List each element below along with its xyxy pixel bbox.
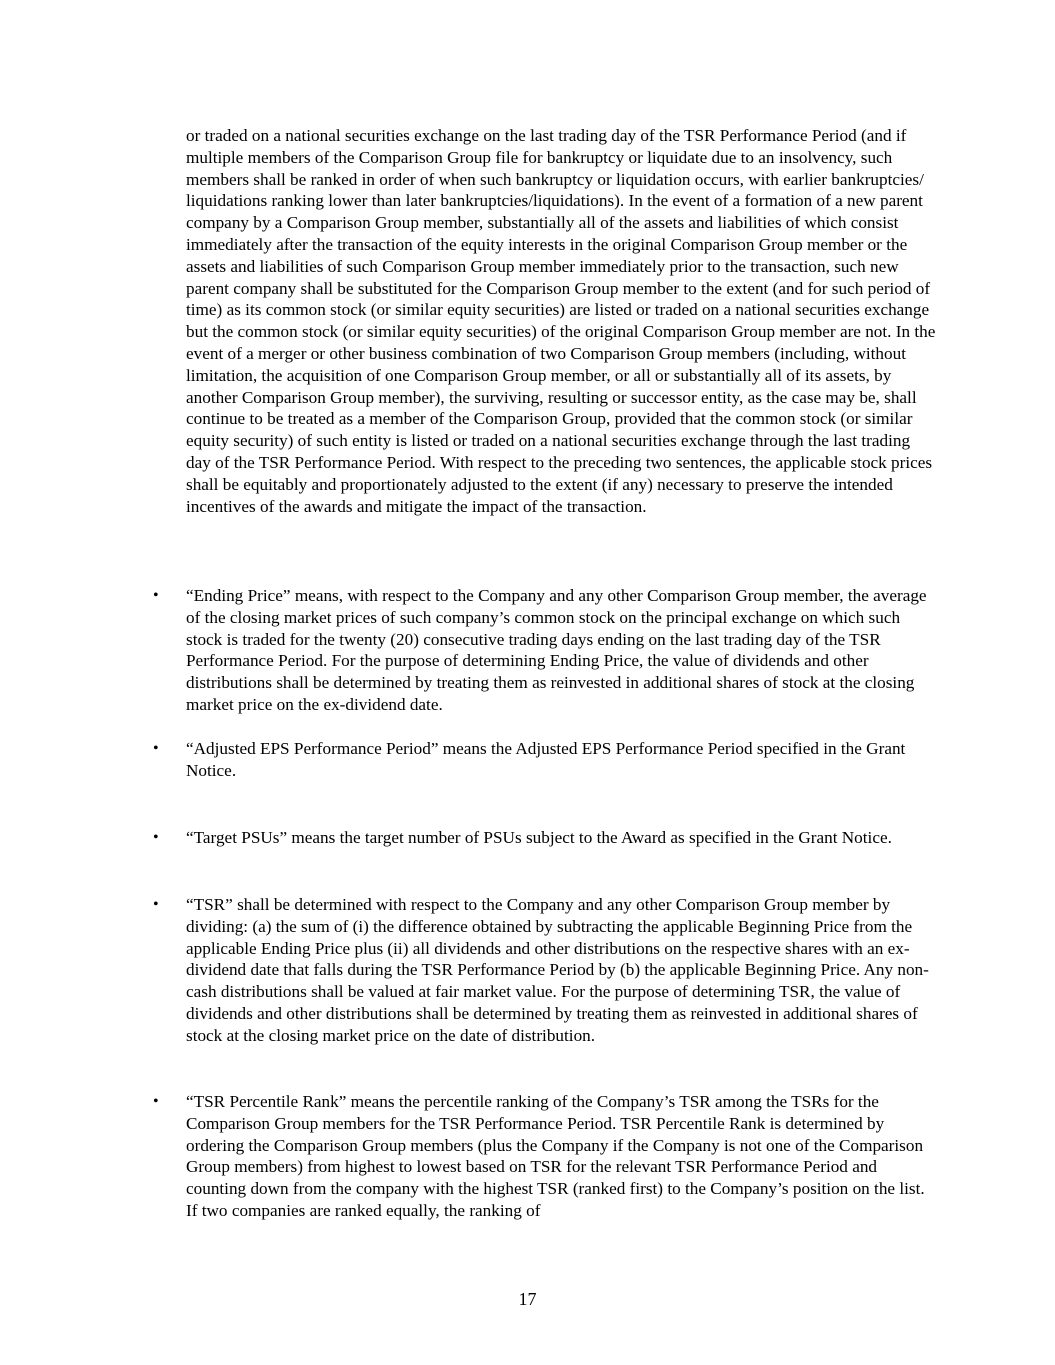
bullet-marker: •: [153, 896, 159, 913]
definition-ending-price: “Ending Price” means, with respect to the Company and any other Comparison Group member, the average of the closing market prices of such company’s common stock on the principal exchange on which such stock is traded for the twenty (20) consecutive trading days ending on the last trading day of the TSR Performance Period. For the purpose of determining Ending Price, the value of dividends and other distributions shall be determined by treating them as reinvested in additional shares of stock at the closing market price on the ex-dividend date.: [186, 586, 927, 714]
definition-target-psus: “Target PSUs” means the target number of PSUs subject to the Award as specified in the Grant Notice.: [186, 828, 892, 847]
page-number: 17: [518, 1289, 537, 1309]
definition-tsr-percentile-rank: “TSR Percentile Rank” means the percentile ranking of the Company’s TSR among the TSRs for the Comparison Group members for the TSR Performance Period. TSR Percentile Rank is determined by ordering the Comparison Group members (plus the Company if the Company is not one of the Comparison Group members) from highest to lowest based on TSR for the relevant TSR Performance Period and counting down from the company with the highest TSR (ranked first) to the Company’s position on the list. If two companies are ranked equally, the ranking of: [186, 1092, 925, 1220]
continuation-paragraph: or traded on a national securities exchange on the last trading day of the TSR Performance Period (and if multiple members of the Comparison Group file for bankruptcy or liquidate due to an insolvency, such members shall be ranked in order of when such bankruptcy or liquidation occurs, with earlier bankruptcies/ liquidations ranking lower than later bankruptcies/liquidations). In the event of a formation of a new parent company by a Comparison Group member, substantially all of the assets and liabilities of which consist immediately after the transaction of the equity interests in the original Comparison Group member or the assets and liabilities of such Comparison Group member immediately prior to the transaction, such new parent company shall be substituted for the Comparison Group member to the extent (and for such period of time) as its common stock (or similar equity securities) are listed or traded on a national securities exchange but the common stock (or similar equity securities) of the original Comparison Group member are not. In the event of a merger or other business combination of two Comparison Group members (including, without limitation, the acquisition of one Comparison Group member, or all or substantially all of its assets, by another Comparison Group member), the surviving, resulting or successor entity, as the case may be, shall continue to be treated as a member of the Comparison Group, provided that the common stock (or similar equity security) of such entity is listed or traded on a national securities exchange through the last trading day of the TSR Performance Period. With respect to the preceding two sentences, the applicable stock prices shall be equitably and proportionately adjusted to the extent (if any) necessary to preserve the intended incentives of the awards and mitigate the impact of the transaction.: [186, 126, 936, 516]
definition-adjusted-eps-period: “Adjusted EPS Performance Period” means the Adjusted EPS Performance Period specified in the Grant Notice.: [186, 739, 906, 780]
bullet-marker: •: [153, 587, 159, 604]
bullet-marker: •: [153, 829, 159, 846]
definition-tsr: “TSR” shall be determined with respect to the Company and any other Comparison Group member by dividing: (a) the sum of (i) the difference obtained by subtracting the applicable Beginning Price from the applicable Ending Price plus (ii) all dividends and other distributions on the respective shares with an ex-dividend date that falls during the TSR Performance Period by (b) the applicable Beginning Price. Any non-cash distributions shall be valued at fair market value. For the purpose of determining TSR, the value of dividends and other distributions shall be determined by treating them as reinvested in additional shares of stock at the closing market price on the date of distribution.: [186, 895, 929, 1045]
bullet-marker: •: [153, 1093, 159, 1110]
bullet-marker: •: [153, 740, 159, 757]
